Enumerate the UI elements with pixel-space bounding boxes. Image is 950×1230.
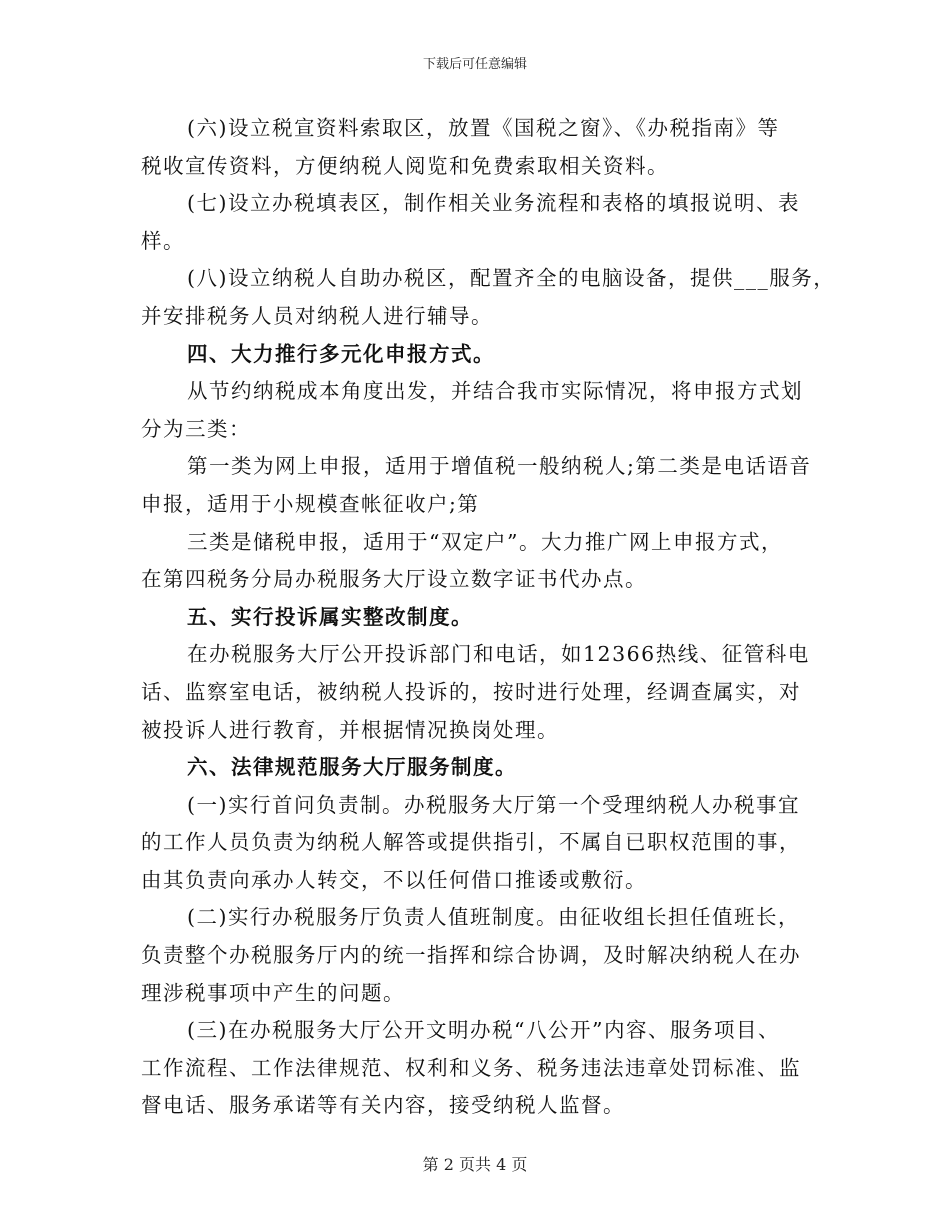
paragraph-line: 分为三类： — [141, 416, 251, 441]
paragraph-line: 样。 — [141, 228, 185, 253]
paragraph-line: 在办税服务大厅公开投诉部门和电话，如12366热线、征管科电 — [187, 642, 810, 667]
paragraph-line: 被投诉人进行教育，并根据情况换岗处理。 — [141, 717, 559, 742]
paragraph-line: 理涉税事项中产生的问题。 — [141, 980, 405, 1005]
paragraph-line: 督电话、服务承诺等有关内容，接受纳税人监督。 — [141, 1093, 625, 1118]
paragraph-line: (一)实行首问负责制。办税服务大厅第一个受理纳税人办税事宜 — [187, 792, 800, 817]
paragraph-line: 三类是储税申报，适用于“双定户”。大力推广网上申报方式， — [187, 529, 783, 554]
paragraph-line: 税收宣传资料，方便纳税人阅览和免费索取相关资料。 — [141, 153, 669, 178]
paragraph-line: 在第四税务分局办税服务大厅设立数字证书代办点。 — [141, 567, 647, 592]
paragraph-line: 的工作人员负责为纳税人解答或提供指引，不属自已职权范围的事， — [141, 830, 801, 855]
paragraph-line: (三)在办税服务大厅公开文明办税“八公开”内容、服务项目、 — [187, 1018, 780, 1043]
paragraph-line: 由其负责向承办人转交，不以任何借口推诿或敷衍。 — [141, 867, 647, 892]
paragraph-line: 从节约纳税成本角度出发，并结合我市实际情况，将申报方式划 — [187, 379, 803, 404]
paragraph-line: 并安排税务人员对纳税人进行辅导。 — [141, 303, 493, 328]
paragraph-line: (二)实行办税服务厅负责人值班制度。由征收组长担任值班长， — [187, 905, 800, 930]
section-heading: 四、大力推行多元化申报方式。 — [187, 341, 495, 366]
paragraph-line: (八)设立纳税人自助办税区，配置齐全的电脑设备，提供___服务， — [187, 266, 836, 291]
paragraph-line: 话、监察室电话，被纳税人投诉的，按时进行处理，经调查属实，对 — [141, 679, 801, 704]
paragraph-line: 第一类为网上申报，适用于增值税一般纳税人;第二类是电话语音 — [187, 454, 812, 479]
section-heading: 六、法律规范服务大厅服务制度。 — [187, 755, 517, 780]
paragraph-line: 申报，适用于小规模查帐征收户;第 — [141, 491, 480, 516]
paragraph-line: 工作流程、工作法律规范、权利和义务、税务违法违章处罚标准、监 — [141, 1055, 801, 1080]
section-heading: 五、实行投诉属实整改制度。 — [187, 604, 473, 629]
document-body — [141, 110, 836, 1125]
paragraph-line: (六)设立税宣资料索取区，放置《国税之窗》、《办税指南》等 — [187, 116, 780, 140]
page-header-note: 下载后可任意编辑 — [422, 57, 527, 72]
page-number: 第 2 页共 4 页 — [422, 1155, 528, 1174]
paragraph-line: 负责整个办税服务厅内的统一指挥和综合协调，及时解决纳税人在办 — [141, 943, 801, 968]
paragraph-line: (七)设立办税填表区，制作相关业务流程和表格的填报说明、表 — [187, 191, 800, 216]
